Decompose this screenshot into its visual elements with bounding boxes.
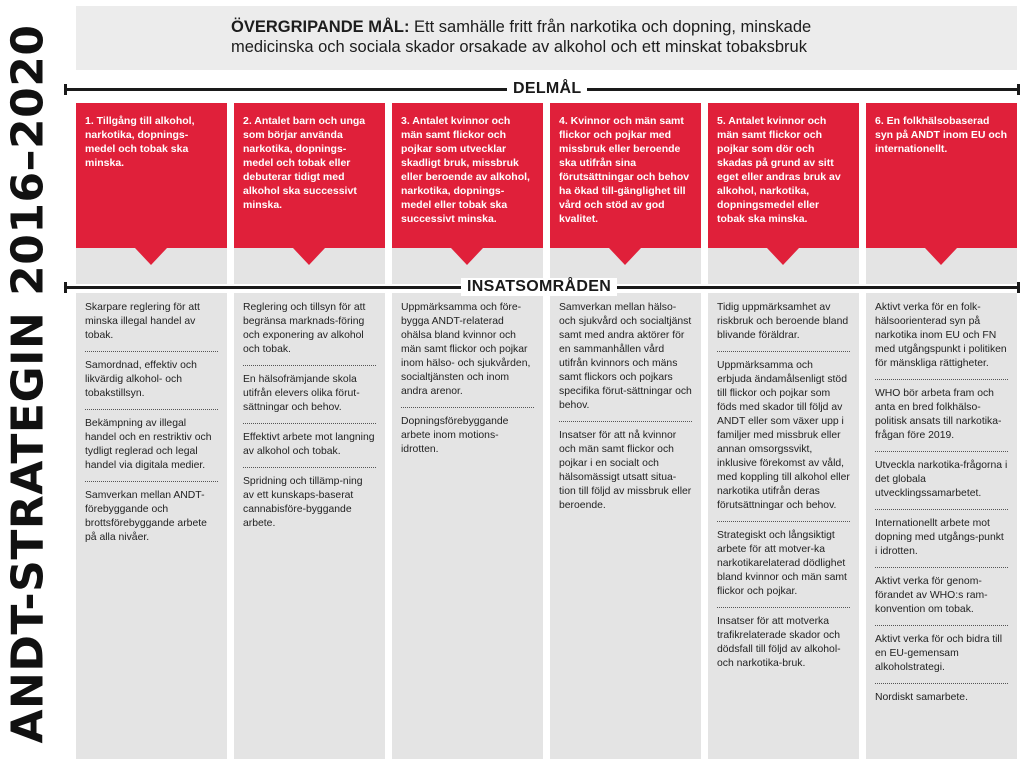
intervention-item: Insatser för att nå kvinnor och män samt flickor och pojkar i en socialt och hälsomässigt utsatt situa-tion till följd av missbruk eller beroende. <box>559 421 692 521</box>
intervention-item: Uppmärksamma och före-bygga ANDT-relaterad ohälsa bland kvinnor och män samt flickor och pojkar inom hälso- och sjukvården, socialtjänsten och inom andra arenor. <box>401 302 531 397</box>
intervention-item: Insatser för att motverka trafikrelaterade skador och dödsfall till följd av alkohol- och narkotika-bruk. <box>717 607 850 679</box>
intervention-list <box>234 301 385 539</box>
intervention-item: Tidig uppmärksamhet av riskbruk och beroende bland blivande föräldrar. <box>717 302 849 341</box>
intervention-item: Effektivt arbete mot langning av alkohol och tobak. <box>243 423 376 467</box>
goal-column-6 <box>866 103 1017 759</box>
intervention-item: Dopningsförebyggande arbete inom motions-idrotten. <box>401 407 534 465</box>
goal-column-1 <box>76 103 227 759</box>
sub-goal-box: 2. Antalet barn och unga som börjar använda narkotika, dopnings-medel och tobak eller debuterar tidigt med alkohol ska successivt minska. <box>234 103 385 248</box>
sub-goal-box: 4. Kvinnor och män samt flickor och pojkar med missbruk eller beroende ska utifrån sina förutsättningar och behov ha ökad till-gänglighet till vård och stöd av god kvalitet. <box>550 103 701 248</box>
strategy-title-text: ANDT-STRATEGIN 2016–2020 <box>3 24 54 744</box>
sub-goal-box: 6. En folkhälsobaserad syn på ANDT inom EU och internationellt. <box>866 103 1017 248</box>
intervention-list <box>866 301 1017 713</box>
down-arrow-icon <box>135 248 167 265</box>
sub-goal-box: 1. Tillgång till alkohol, narkotika, dopnings-medel och tobak ska minska. <box>76 103 227 248</box>
intervention-item: Uppmärksamma och erbjuda ändamålsenligt stöd till flickor och pojkar som föds med skador till följd av ANDT eller som växer upp i familjer med missbruk eller annan omsorgssvikt, inklusive förekomst av våld, med koppling till alkohol eller narkotika utifrån deras förutsättningar och behov. <box>717 351 850 521</box>
goal-column-3 <box>392 103 543 759</box>
delmal-divider <box>64 80 1020 97</box>
intervention-item: Skarpare reglering för att minska illegal handel av tobak. <box>85 302 200 341</box>
intervention-item: En hälsofrämjande skola utifrån elevers olika förut-sättningar och behov. <box>243 365 376 423</box>
down-arrow-icon <box>925 248 957 265</box>
intervention-item: Aktivt verka för genom-förandet av WHO:s ram-konvention om tobak. <box>875 567 1008 625</box>
goal-column-4 <box>550 103 701 759</box>
strategy-title-vertical <box>0 0 58 768</box>
intervention-item: Aktivt verka för och bidra till en EU-gemensam alkoholstrategi. <box>875 625 1008 683</box>
insatsomraden-divider <box>64 278 1020 295</box>
intervention-item: Strategiskt och långsiktigt arbete för att motver-ka narkotikarelaterad dödlighet bland kvinnor och män samt flickor och pojkar. <box>717 521 850 607</box>
intervention-item: Reglering och tillsyn för att begränsa marknads-föring och exponering av alkohol och tobak. <box>243 302 366 355</box>
intervention-item: Spridning och tillämp-ning av ett kunskaps-baserat cannabisföre-byggande arbete. <box>243 467 376 539</box>
intervention-list <box>708 301 859 679</box>
sub-goal-box: 3. Antalet kvinnor och män samt flickor och pojkar som utvecklar skadligt bruk, missbruk eller beroende av alkohol, narkotika, dopnings-medel eller tobak ska successivt minska. <box>392 103 543 248</box>
down-arrow-icon <box>293 248 325 265</box>
overarching-goal-box <box>76 6 1017 70</box>
intervention-item: Bekämpning av illegal handel och en restriktiv och tydligt reglerad och legal handel via digitala medier. <box>85 409 218 481</box>
overarching-goal-label: ÖVERGRIPANDE MÅL: <box>231 18 410 36</box>
down-arrow-icon <box>767 248 799 265</box>
intervention-item: Nordiskt samarbete. <box>875 683 1008 713</box>
overarching-goal-text-2: medicinska och sociala skador orsakade av alkohol och ett minskat tobaksbruk <box>231 38 807 56</box>
intervention-list <box>392 301 543 465</box>
insatsomraden-heading: INSATSOMRÅDEN <box>461 278 617 296</box>
intervention-item: WHO bör arbeta fram och anta en bred folkhälso-politisk ansats till narkotika-frågan före 2019. <box>875 379 1008 451</box>
intervention-item: Samordnad, effektiv och likvärdig alkohol- och tobakstillsyn. <box>85 351 218 409</box>
intervention-list <box>550 301 701 521</box>
sub-goal-box: 5. Antalet kvinnor och män samt flickor och pojkar som dör och skadas på grund av sitt eget eller andras bruk av alkohol, narkotika, dopningsmedel eller tobak ska minska. <box>708 103 859 248</box>
intervention-item: Samverkan mellan hälso- och sjukvård och socialtjänst samt med andra aktörer för en sammanhållen vård utifrån kvinnors och mäns samt flickors och pojkars specifika förut-sättningar och behov. <box>559 302 692 411</box>
down-arrow-icon <box>451 248 483 265</box>
delmal-heading: DELMÅL <box>507 80 587 98</box>
intervention-item: Aktivt verka för en folk-hälsoorienterad syn på narkotika inom EU och FN med utgångspunkt i politiken för mänskliga rättigheter. <box>875 302 1007 369</box>
intervention-item: Samverkan mellan ANDT-förebyggande och brottsförebyggande arbete på alla nivåer. <box>85 481 218 553</box>
goal-column-5 <box>708 103 859 759</box>
intervention-item: Utveckla narkotika-frågorna i det globala utvecklingssamarbetet. <box>875 451 1008 509</box>
overarching-goal-line-1 <box>231 17 1017 37</box>
intervention-list <box>76 301 227 553</box>
down-arrow-icon <box>609 248 641 265</box>
goal-column-2 <box>234 103 385 759</box>
overarching-goal-text-1: Ett samhälle fritt från narkotika och dopning, minskade <box>414 18 812 36</box>
intervention-item: Internationellt arbete mot dopning med utgångs-punkt i idrotten. <box>875 509 1008 567</box>
